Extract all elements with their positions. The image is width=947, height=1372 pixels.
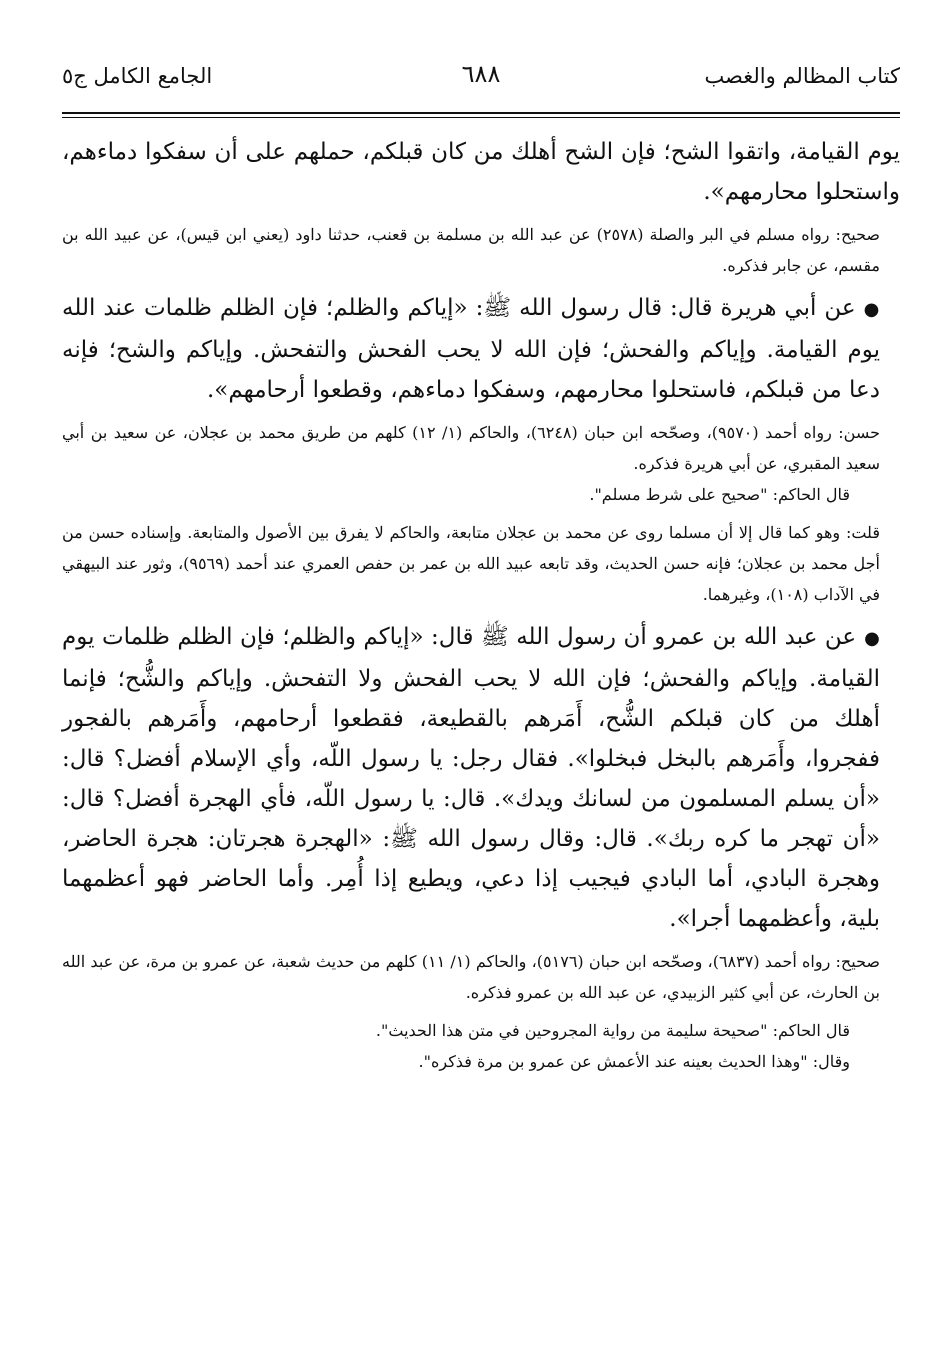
hadith-entry <box>62 288 900 410</box>
book-page <box>62 48 900 1077</box>
running-header <box>62 48 900 92</box>
commentary-note: قلت: وهو كما قال إلا أن مسلما روى عن محمد بن عجلان متابعة، والحاكم لا يفرق بين الأصول والمتابعة. وإسناده حسن من أجل محمد بن عجلان؛ فإنه حسن الحديث، وقد تابعه عبيد الله بن عمر بن حفص العمري عند أحمد (٩٥٦٩)، وثور عند البيهقي في الآداب (١٠٨)، وغيرهما. <box>62 523 880 604</box>
header-rule-thick <box>62 112 900 114</box>
bullet-icon: ● <box>864 628 880 649</box>
hakim-quote: قال الحاكم: "صحيح على شرط مسلم". <box>589 485 850 504</box>
hakim-quote: وقال: "وهذا الحديث بعينه عند الأعمش عن عمرو بن مرة فذكره". <box>418 1052 850 1071</box>
hadith-text: عن عبد الله بن عمرو أن رسول الله ﷺ قال: «إياكم والظلم؛ فإن الظلم ظلمات يوم القيامة. وإياكم والفحش؛ فإن الله لا يحب الفحش ولا التفحش. وإياكم والشُّح؛ فإنما أهلك من كان قبلكم الشُّح، أَمَرهم بالقطيعة، فقطعوا أرحامهم، وأَمَرهم بالفجور ففجروا، وأَمَرهم بالبخل فبخلوا». فقال رجل: يا رسول اللّه، وأي الإسلام أفضل؟ قال: «أن يسلم المسلمون من لسانك ويدك». قال: يا رسول اللّه، فأي الهجرة أفضل؟ قال: «أن تهجر ما كره ربك». قال: وقال رسول الله ﷺ: «الهجرة هجرتان: هجرة الحاضر، وهجرة البادي، أما البادي فيجيب إذا دعي، ويطيع إذا أُمِر. وأما الحاضر فهو أعظمهما بلية، وأعظمهما أجرا». <box>62 624 880 932</box>
takhrij-note: صحيح: رواه أحمد (٦٨٣٧)، وصحّحه ابن حبان (٥١٧٦)، والحاكم (١/ ١١) كلهم من حديث شعبة، عن عمرو بن مرة، عن عبد الله بن الحارث، عن أبي كثير الزبيدي، عن عبد الله بن عمرو فذكره. <box>62 952 880 1002</box>
chapter-title: كتاب المظالم والغصب <box>704 64 900 88</box>
takhrij-note: صحيح: رواه مسلم في البر والصلة (٢٥٧٨) عن عبد الله بن مسلمة بن قعنب، حدثنا داود (يعني ابن قيس)، عن عبيد الله بن مقسم، عن جابر فذكره. <box>62 225 881 275</box>
hakim-quote: قال الحاكم: "صحيحة سليمة من رواية المجروحين في متن هذا الحديث". <box>375 1021 850 1040</box>
header-rule-thin <box>62 117 900 118</box>
takhrij-note: حسن: رواه أحمد (٩٥٧٠)، وصحّحه ابن حبان (٦٢٤٨)، والحاكم (١/ ١٢) كلهم من طريق محمد بن عجلان، عن سعيد بن أبي سعيد المقبري، عن أبي هريرة فذكره. <box>62 423 881 473</box>
page-number: ٦٨٨ <box>461 60 501 88</box>
book-title: الجامع الكامل ج٥ <box>62 64 213 88</box>
bullet-icon: ● <box>863 299 880 320</box>
hadith-continuation: يوم القيامة، واتقوا الشح؛ فإن الشح أهلك من كان قبلكم، حملهم على أن سفكوا دماءهم، واستحلوا محارمهم». <box>62 139 900 205</box>
hadith-entry <box>62 617 900 939</box>
hadith-text: عن أبي هريرة قال: قال رسول الله ﷺ: «إياكم والظلم؛ فإن الظلم ظلمات عند الله يوم القيامة. وإياكم والفحش؛ فإن الله لا يحب الفحش والتفحش. وإياكم والشح؛ فإنه دعا من قبلكم، فاستحلوا محارمهم، وسفكوا دماءهم، وقطعوا أرحامهم». <box>62 295 880 403</box>
page-body <box>62 132 900 1077</box>
